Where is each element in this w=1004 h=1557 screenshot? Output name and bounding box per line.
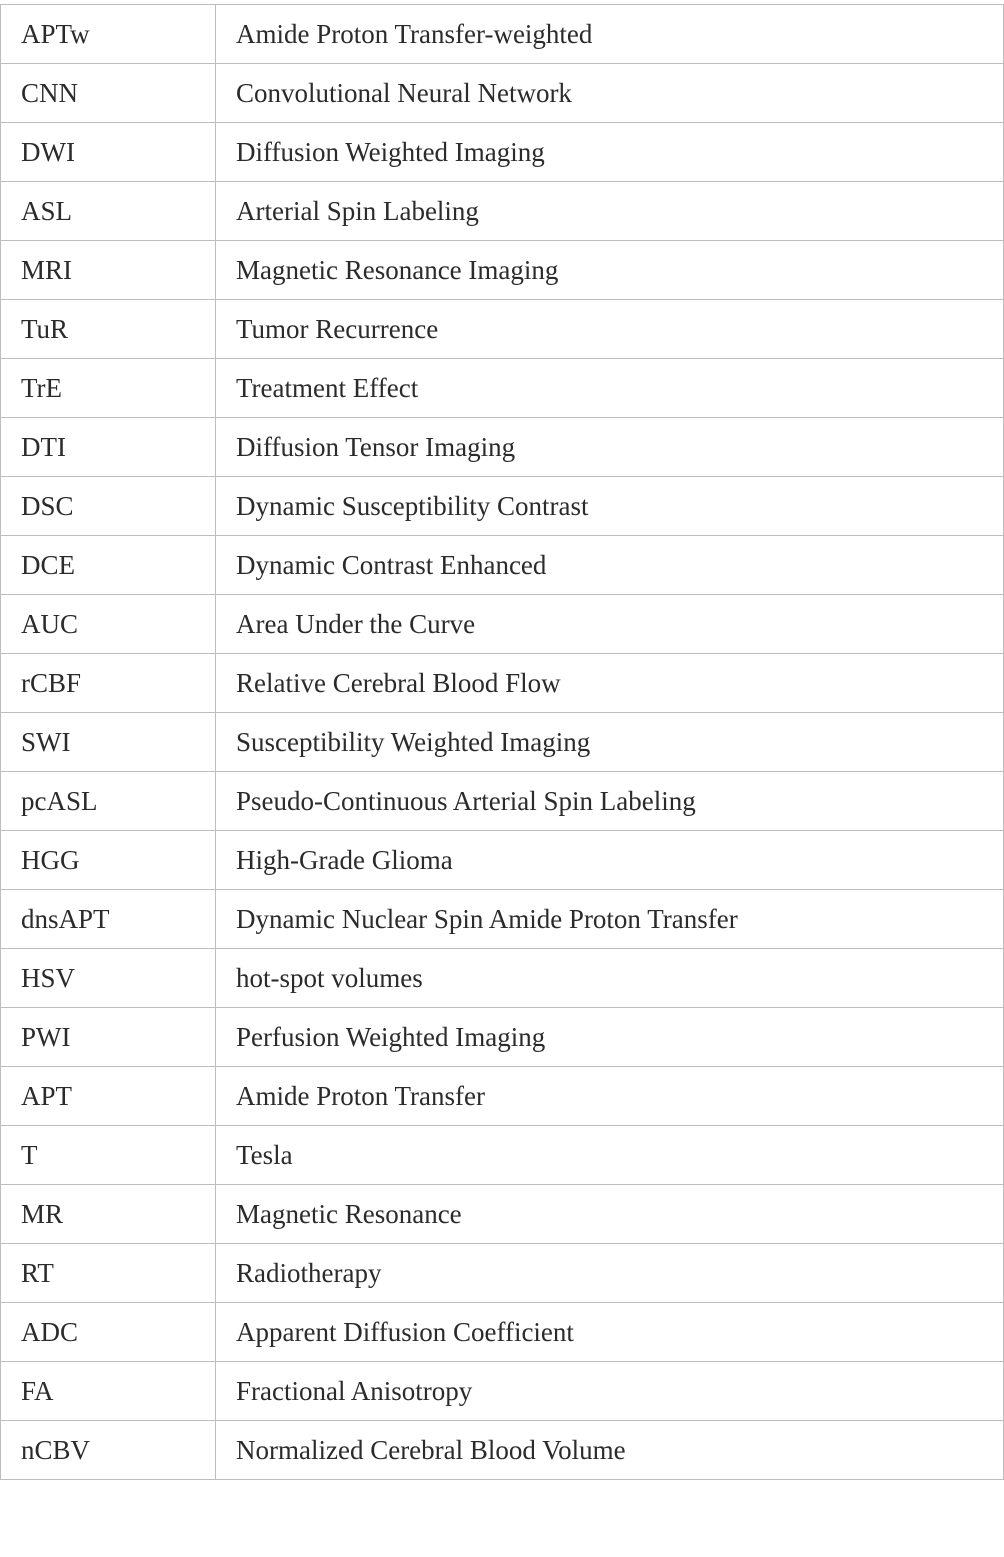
abbreviation-cell: MRI — [1, 241, 216, 300]
abbreviation-cell: TrE — [1, 359, 216, 418]
definition-cell: Normalized Cerebral Blood Volume — [216, 1421, 1004, 1480]
abbreviation-cell: MR — [1, 1185, 216, 1244]
table-row — [1, 1244, 1004, 1303]
table-row — [1, 182, 1004, 241]
abbreviation-cell: DWI — [1, 123, 216, 182]
table-row — [1, 241, 1004, 300]
abbreviation-cell: HGG — [1, 831, 216, 890]
table-row — [1, 64, 1004, 123]
definition-cell: Perfusion Weighted Imaging — [216, 1008, 1004, 1067]
abbreviation-cell: RT — [1, 1244, 216, 1303]
table-row — [1, 831, 1004, 890]
abbreviation-cell: pcASL — [1, 772, 216, 831]
definition-cell: Dynamic Contrast Enhanced — [216, 536, 1004, 595]
table-row — [1, 1185, 1004, 1244]
abbreviation-cell: ADC — [1, 1303, 216, 1362]
definition-cell: Arterial Spin Labeling — [216, 182, 1004, 241]
abbreviation-cell: dnsAPT — [1, 890, 216, 949]
definition-cell: Pseudo-Continuous Arterial Spin Labeling — [216, 772, 1004, 831]
definition-cell: Fractional Anisotropy — [216, 1362, 1004, 1421]
abbreviation-cell: AUC — [1, 595, 216, 654]
definition-cell: Amide Proton Transfer-weighted — [216, 5, 1004, 64]
table-row — [1, 300, 1004, 359]
abbreviation-cell: ASL — [1, 182, 216, 241]
definition-cell: Relative Cerebral Blood Flow — [216, 654, 1004, 713]
abbreviations-table-body — [1, 5, 1004, 1480]
table-row — [1, 1126, 1004, 1185]
table-row — [1, 1067, 1004, 1126]
abbreviation-cell: HSV — [1, 949, 216, 1008]
table-row — [1, 477, 1004, 536]
table-row — [1, 1303, 1004, 1362]
abbreviation-cell: nCBV — [1, 1421, 216, 1480]
table-row — [1, 418, 1004, 477]
abbreviation-cell: DSC — [1, 477, 216, 536]
definition-cell: Tumor Recurrence — [216, 300, 1004, 359]
table-row — [1, 654, 1004, 713]
abbreviation-cell: APTw — [1, 5, 216, 64]
definition-cell: Apparent Diffusion Coefficient — [216, 1303, 1004, 1362]
table-row — [1, 359, 1004, 418]
definition-cell: Magnetic Resonance Imaging — [216, 241, 1004, 300]
table-row — [1, 713, 1004, 772]
definition-cell: Dynamic Nuclear Spin Amide Proton Transfer — [216, 890, 1004, 949]
abbreviation-cell: rCBF — [1, 654, 216, 713]
table-row — [1, 5, 1004, 64]
definition-cell: hot-spot volumes — [216, 949, 1004, 1008]
definition-cell: Magnetic Resonance — [216, 1185, 1004, 1244]
definition-cell: Diffusion Weighted Imaging — [216, 123, 1004, 182]
definition-cell: Dynamic Susceptibility Contrast — [216, 477, 1004, 536]
definition-cell: Area Under the Curve — [216, 595, 1004, 654]
table-row — [1, 1421, 1004, 1480]
table-row — [1, 1008, 1004, 1067]
abbreviation-cell: PWI — [1, 1008, 216, 1067]
table-row — [1, 772, 1004, 831]
abbreviation-cell: APT — [1, 1067, 216, 1126]
definition-cell: High-Grade Glioma — [216, 831, 1004, 890]
abbreviation-cell: DCE — [1, 536, 216, 595]
abbreviation-cell: DTI — [1, 418, 216, 477]
abbreviations-table — [0, 4, 1004, 1480]
definition-cell: Tesla — [216, 1126, 1004, 1185]
table-row — [1, 949, 1004, 1008]
table-row — [1, 123, 1004, 182]
table-row — [1, 536, 1004, 595]
abbreviation-cell: TuR — [1, 300, 216, 359]
abbreviation-cell: T — [1, 1126, 216, 1185]
definition-cell: Susceptibility Weighted Imaging — [216, 713, 1004, 772]
abbreviation-cell: CNN — [1, 64, 216, 123]
table-row — [1, 595, 1004, 654]
definition-cell: Radiotherapy — [216, 1244, 1004, 1303]
table-row — [1, 890, 1004, 949]
abbreviation-cell: FA — [1, 1362, 216, 1421]
definition-cell: Convolutional Neural Network — [216, 64, 1004, 123]
abbreviation-cell: SWI — [1, 713, 216, 772]
definition-cell: Treatment Effect — [216, 359, 1004, 418]
table-row — [1, 1362, 1004, 1421]
definition-cell: Amide Proton Transfer — [216, 1067, 1004, 1126]
definition-cell: Diffusion Tensor Imaging — [216, 418, 1004, 477]
